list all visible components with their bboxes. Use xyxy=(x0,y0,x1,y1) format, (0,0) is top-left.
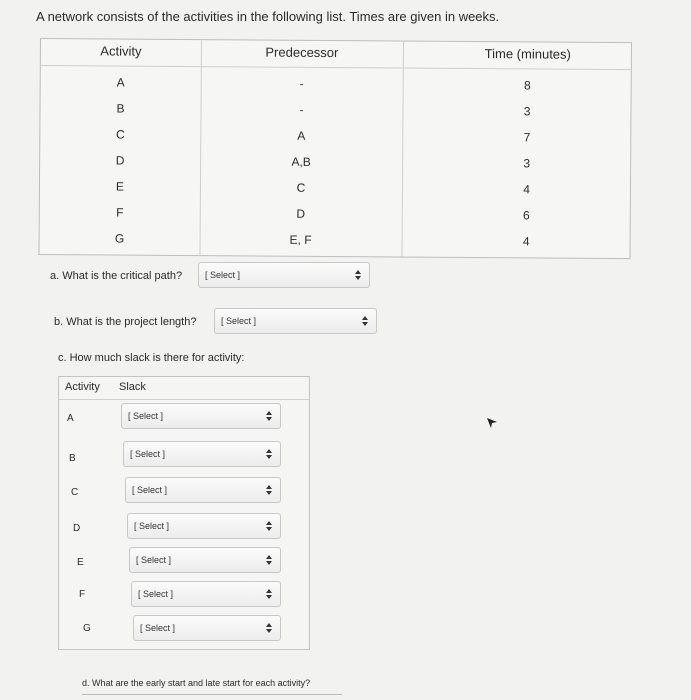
slack-select-f[interactable] xyxy=(131,581,281,607)
time-column xyxy=(401,42,630,259)
question-d: d. What are the early start and late start for each activity? xyxy=(82,678,311,688)
predecessor-cell: - xyxy=(299,102,304,117)
time-cell: 3 xyxy=(523,156,531,171)
select-label: [ Select ] xyxy=(134,521,170,531)
activity-cell: B xyxy=(116,101,125,116)
time-header: Time (minutes) xyxy=(484,46,571,62)
predecessor-cell: A xyxy=(297,128,306,143)
slack-activity-label: F xyxy=(79,589,86,600)
activity-cell: G xyxy=(114,231,125,246)
updown-arrows-icon xyxy=(362,316,368,326)
updown-arrows-icon xyxy=(266,623,272,633)
critical-path-select[interactable] xyxy=(198,262,370,288)
select-label: [ Select ] xyxy=(221,316,257,326)
slack-activity-label: E xyxy=(77,557,84,568)
slack-select-g[interactable] xyxy=(133,615,281,641)
select-label: [ Select ] xyxy=(205,270,241,280)
time-cell: 4 xyxy=(523,182,531,197)
time-cell: 6 xyxy=(523,208,530,223)
slack-activity-label: C xyxy=(71,487,79,498)
slack-select-b[interactable] xyxy=(123,441,281,467)
slack-select-c[interactable] xyxy=(125,477,281,503)
predecessor-cell: - xyxy=(299,76,304,91)
select-label: [ Select ] xyxy=(136,555,172,565)
activity-cell: C xyxy=(115,127,125,142)
updown-arrows-icon xyxy=(266,589,272,599)
intro-text: A network consists of the activities in the following list. Times are given in weeks. xyxy=(36,9,500,24)
updown-arrows-icon xyxy=(266,555,272,565)
predecessor-cell: D xyxy=(296,206,306,221)
select-label: [ Select ] xyxy=(128,411,164,421)
updown-arrows-icon xyxy=(266,521,272,531)
activity-table xyxy=(38,38,632,259)
slack-select-a[interactable] xyxy=(121,403,281,429)
slack-select-e[interactable] xyxy=(129,547,281,573)
predecessor-cell: E, F xyxy=(289,232,312,247)
updown-arrows-icon xyxy=(266,449,272,459)
answer-box-edge xyxy=(82,694,342,695)
activity-cell: A xyxy=(116,75,125,90)
mouse-pointer-icon xyxy=(486,417,498,429)
slack-table xyxy=(58,376,310,650)
slack-activity-label: D xyxy=(73,523,81,534)
project-length-select[interactable] xyxy=(214,308,377,334)
predecessor-header: Predecessor xyxy=(265,44,339,61)
time-cell: 8 xyxy=(523,78,531,93)
slack-activity-label: G xyxy=(83,623,91,634)
select-label: [ Select ] xyxy=(138,589,174,599)
activity-cell: E xyxy=(115,179,125,194)
activity-header: Activity xyxy=(100,43,142,59)
select-label: [ Select ] xyxy=(132,485,168,495)
time-cell: 4 xyxy=(522,234,530,249)
select-label: [ Select ] xyxy=(130,449,166,459)
activity-cell: F xyxy=(116,205,124,220)
slack-activity-label: B xyxy=(69,453,76,464)
time-cell: 7 xyxy=(523,130,531,145)
slack-select-d[interactable] xyxy=(127,513,281,539)
activity-column xyxy=(39,39,201,255)
updown-arrows-icon xyxy=(266,411,272,421)
slack-activity-label: A xyxy=(67,413,74,424)
time-cell: 3 xyxy=(523,104,531,119)
question-c: c. How much slack is there for activity: xyxy=(58,352,245,364)
slack-header: Slack xyxy=(119,381,146,393)
slack-activity-header: Activity xyxy=(65,381,100,393)
predecessor-cell: C xyxy=(296,180,306,195)
question-a: a. What is the critical path? xyxy=(50,270,183,282)
question-b: b. What is the project length? xyxy=(54,316,197,328)
select-label: [ Select ] xyxy=(140,623,176,633)
updown-arrows-icon xyxy=(355,270,361,280)
predecessor-column xyxy=(199,40,403,256)
activity-cell: D xyxy=(115,153,125,168)
predecessor-cell: A,B xyxy=(291,154,311,169)
updown-arrows-icon xyxy=(266,485,272,495)
